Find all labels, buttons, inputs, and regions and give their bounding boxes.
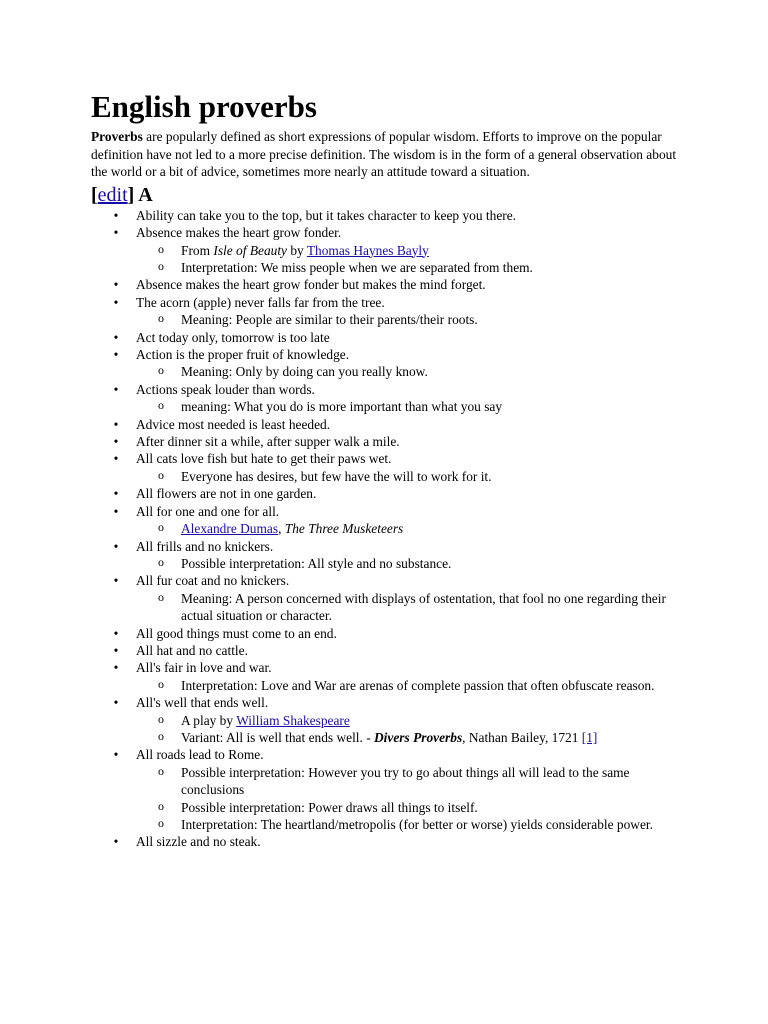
proverb-text: All's well that ends well. [136,695,269,711]
sub-list-item [136,590,681,625]
proverb-text: All roads lead to Rome. [136,747,264,763]
bullet-marker: • [113,642,119,658]
sub-text: by [287,242,307,258]
sub-bullet-marker: o [158,589,164,604]
list-item [91,329,681,346]
edit-link[interactable]: edit [97,183,128,206]
bracket-close: ] [127,183,135,206]
list-item [91,381,681,416]
sub-bullet-marker: o [158,554,164,569]
bullet-marker: • [113,695,119,711]
sub-bullet-marker: o [158,728,164,743]
list-item [91,833,681,850]
sub-list [136,590,681,625]
sub-list-item [136,363,681,380]
sub-text: Variant: All is well that ends well. - [181,729,375,745]
proverb-text: All's fair in love and war. [136,660,272,676]
sub-text: Interpretation: Love and War are arenas of complete passion that often obfuscate reason. [181,677,655,693]
proverb-text: Ability can take you to the top, but it takes character to keep you there. [136,207,517,223]
sub-list [136,311,681,328]
sub-bullet-marker: o [158,676,164,691]
page-title: English proverbs [91,89,317,124]
bullet-marker: • [113,451,119,467]
sub-text: From [181,242,214,258]
bullet-marker: • [113,207,119,223]
sub-list [136,555,681,572]
sub-text: Interpretation: The heartland/metropolis (for better or worse) yields considerable power. [181,817,653,832]
bullet-marker: • [113,538,119,554]
bullet-marker: • [113,625,119,641]
proverb-text: After dinner sit a while, after supper walk a mile. [136,434,400,450]
bullet-marker: • [113,486,119,502]
proverb-text: Absence makes the heart grow fonder. [136,225,342,241]
list-item [91,276,681,293]
sub-text: Meaning: Only by doing can you really know. [181,364,428,380]
sub-list-item [136,311,681,328]
sub-text: , [278,521,285,537]
sub-list [136,764,681,834]
bullet-marker: • [113,834,119,850]
bullet-marker: • [113,381,119,397]
proverb-text: Absence makes the heart grow fonder but makes the mind forget. [136,277,486,293]
sub-text: Everyone has desires, but few have the will to work for it. [181,468,492,484]
sub-list [136,398,681,415]
italic-title: Isle of Beauty [213,242,287,258]
proverb-text: Action is the proper fruit of knowledge. [136,347,350,363]
proverb-text: All good things must come to an end. [136,625,337,641]
sub-text: Interpretation: We miss people when we are separated from them. [181,260,533,275]
sub-text: Possible interpretation: However you try to go about things all will lead to the same conclusions [181,764,630,798]
list-item [91,294,681,329]
sub-list-item [136,816,681,833]
proverb-text: Act today only, tomorrow is too late [136,329,330,345]
sub-bullet-marker: o [158,520,164,535]
bullet-marker: • [113,434,119,450]
intro-paragraph [91,128,681,181]
list-item [91,694,681,746]
list-item [91,642,681,659]
list-item [91,538,681,573]
sub-list [136,712,681,747]
sub-list [136,520,681,537]
italic-title: The Three Musketeers [284,521,404,537]
sub-list [136,363,681,380]
list-item [91,572,681,624]
bullet-marker: • [113,660,119,676]
list-item [91,224,681,276]
author-link[interactable]: Thomas Haynes Bayly [306,242,429,258]
bullet-marker: • [113,503,119,519]
sub-bullet-marker: o [158,763,164,778]
reference-link[interactable]: [1] [581,729,598,745]
intro-text: are popularly defined as short expressions of popular wisdom. Efforts to improve on the popular definition have not led to a more precise definition. The wisdom is in the form of a general observation about the world or a bit of advice, sometimes more nearly an attitude toward a situation. [91,129,677,180]
sub-list-item [136,729,681,746]
sub-text: , Nathan Bailey, 1721 [462,729,582,745]
list-item [91,450,681,485]
sub-text: Possible interpretation: Power draws all things to itself. [181,799,478,815]
list-item [91,485,681,502]
proverb-text: All flowers are not in one garden. [136,486,317,502]
proverb-text: All hat and no cattle. [136,642,248,658]
sub-list-item [136,799,681,816]
sub-bullet-marker: o [158,711,164,726]
sub-bullet-marker: o [158,311,164,326]
bracket-open: [ [91,183,98,206]
sub-list [136,242,681,277]
sub-list-item [136,764,681,799]
list-item [91,746,681,833]
section-letter: A [134,183,153,206]
list-item [91,503,681,538]
sub-text: meaning: What you do is more important than what you say [181,399,503,415]
sub-list-item [136,520,681,537]
bullet-marker: • [113,347,119,363]
sub-bullet-marker: o [158,241,164,256]
bullet-marker: • [113,277,119,293]
sub-list-item [136,398,681,415]
author-link[interactable]: William Shakespeare [236,712,350,728]
bold-italic-title: Divers Proverbs [374,729,463,745]
proverb-text: Actions speak louder than words. [136,381,315,397]
sub-bullet-marker: o [158,816,164,830]
sub-list-item [136,555,681,572]
sub-text: A play by [181,712,237,728]
sub-list-item [136,259,681,276]
bullet-marker: • [113,294,119,310]
sub-list-item [136,677,681,694]
list-item [91,416,681,433]
proverb-text: All for one and one for all. [136,503,280,519]
proverb-text: Advice most needed is least heeded. [136,416,331,432]
sub-text: Possible interpretation: All style and no substance. [181,555,452,571]
sub-list [136,468,681,485]
list-item [91,659,681,694]
document-page [91,90,681,851]
proverb-text: All fur coat and no knickers. [136,573,290,589]
sub-list-item [136,242,681,259]
intro-bold-term: Proverbs [91,129,143,144]
proverb-text: All sizzle and no steak. [136,834,261,850]
sub-text: Meaning: People are similar to their parents/their roots. [181,312,478,328]
sub-text: Meaning: A person concerned with displays of ostentation, that fool no one regarding their actual situation or character. [181,590,666,624]
sub-bullet-marker: o [158,798,164,813]
proverb-text: The acorn (apple) never falls far from the tree. [136,294,385,310]
sub-list-item [136,468,681,485]
sub-list [136,677,681,694]
list-item [91,346,681,381]
sub-bullet-marker: o [158,467,164,482]
proverb-text: All frills and no knickers. [136,538,274,554]
bullet-marker: • [113,573,119,589]
author-link[interactable]: Alexandre Dumas [181,521,279,537]
section-heading [91,183,681,207]
list-item [91,625,681,642]
list-item [91,207,681,224]
bullet-marker: • [113,747,119,763]
sub-list-item [136,712,681,729]
proverb-text: All cats love fish but hate to get their paws wet. [136,451,392,467]
bullet-marker: • [113,225,119,241]
sub-bullet-marker: o [158,363,164,378]
sub-bullet-marker: o [158,259,164,273]
list-item [91,433,681,450]
proverb-list [91,207,681,851]
bullet-marker: • [113,416,119,432]
bullet-marker: • [113,329,119,345]
sub-bullet-marker: o [158,398,164,413]
